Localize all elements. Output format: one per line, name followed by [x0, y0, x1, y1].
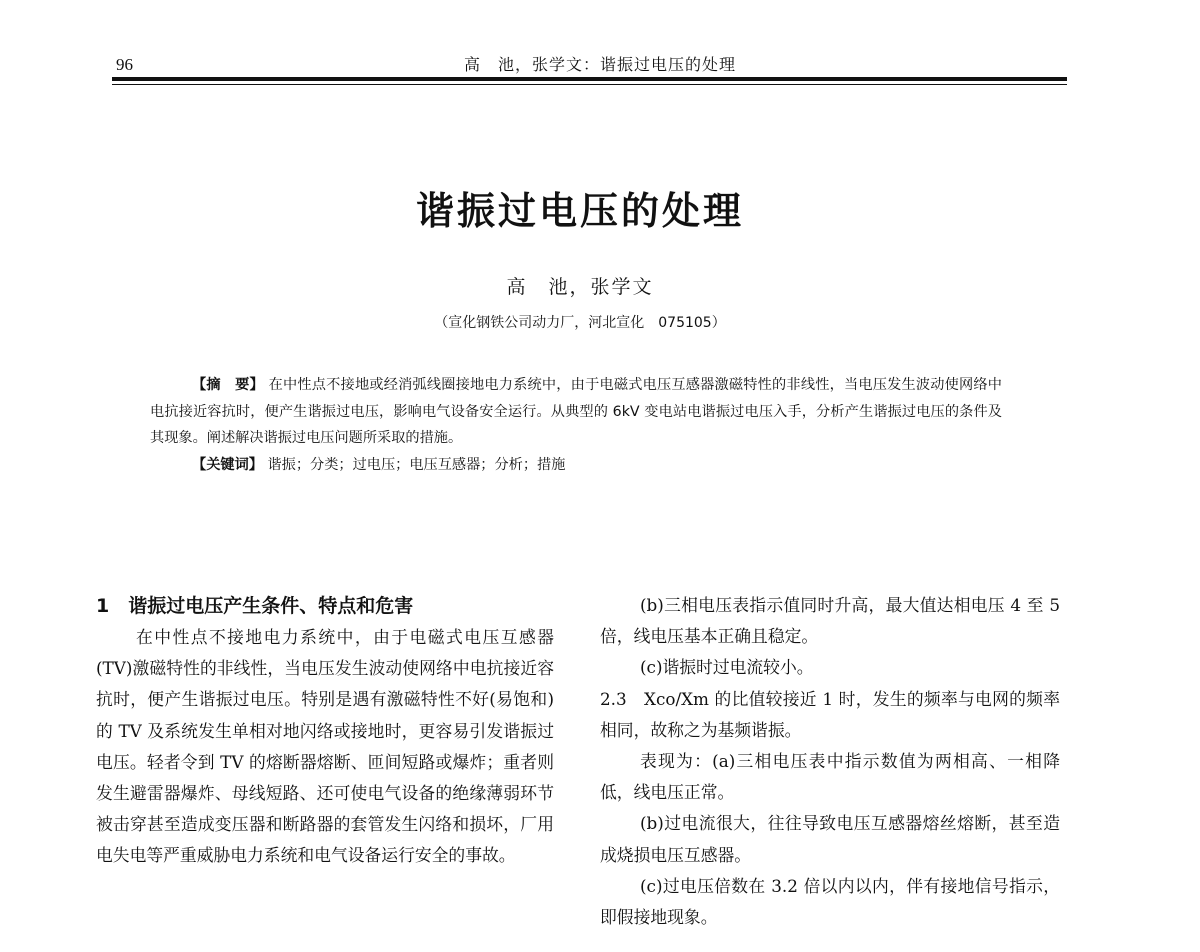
article-authors: 高 池，张学文	[506, 276, 654, 298]
left-body-paragraph: 在中性点不接地电力系统中，由于电磁式电压互感器(TV)激磁特性的非线性，当电压发生波动使网络中电抗接近容抗时，便产生谐振过电压。特别是遇有激磁特性不好(易饱和)的 TV 及系统发生单相对地闪络或接地时，更容易引发谐振过电压。轻者令到 TV 的熔断器熔断、匝间短路或爆炸；重者则发生避雷器爆炸、母线短路、还可使电气设备的绝缘薄弱环节被击穿甚至造成变压器和断路器的套管发生闪络和损坏，厂用电失电等严重威胁电力系统和电气设备运行安全的事故。	[96, 627, 554, 866]
keywords-paragraph	[150, 452, 1002, 479]
page-number: 96	[116, 55, 133, 74]
right-column	[600, 590, 1060, 933]
article-title: 谐振过电压的处理	[415, 188, 744, 233]
running-head: 高 池，张学文：谐振过电压的处理	[463, 55, 736, 74]
header-rule-thin	[112, 84, 1067, 85]
right-paragraph-4: 表现为：(a)三相电压表中指示数值为两相高、一相降低，线电压正常。	[600, 751, 1060, 803]
right-paragraph-5: (b)过电流很大，往往导致电压互感器熔丝熔断，甚至造成烧损电压互感器。	[600, 813, 1060, 865]
header-rule-thick	[112, 77, 1067, 81]
right-paragraph-3: 2.3 Xco/Xm 的比值较接近 1 时，发生的频率与电网的频率相同，故称之为基频谐振。	[600, 688, 1060, 740]
section-heading-1: 1 谐振过电压产生条件、特点和危害	[96, 595, 414, 617]
right-paragraph-1: (b)三相电压表指示值同时升高，最大值达相电压 4 至 5 倍，线电压基本正确且稳定。	[600, 595, 1060, 647]
left-column	[96, 590, 554, 872]
abstract-paragraph	[150, 372, 1002, 452]
keywords-label: 【关键词】	[192, 456, 263, 473]
keywords-text: 谐振；分类；过电压；电压互感器；分析；措施	[267, 456, 566, 473]
abstract-label: 【摘 要】	[192, 377, 264, 393]
abstract-text: 在中性点不接地或经消弧线圈接地电力系统中，由于电磁式电压互感器激磁特性的非线性，当电压发生波动使网络中电抗接近容抗时，便产生谐振过电压，影响电气设备安全运行。从典型的 6kV 变电站电谐振过电压入手，分析产生谐振过电压的条件及其现象。阐述解决谐振过电压问题所采取的措施。	[150, 377, 1002, 446]
abstract-block	[150, 372, 1002, 478]
article-affiliation: （宣化钢铁公司动力厂，河北宣化 075105）	[434, 315, 726, 331]
right-paragraph-6: (c)过电压倍数在 3.2 倍以内以内，伴有接地信号指示，即假接地现象。	[600, 875, 1060, 928]
right-paragraph-2: (c)谐振时过电流较小。	[640, 657, 814, 678]
